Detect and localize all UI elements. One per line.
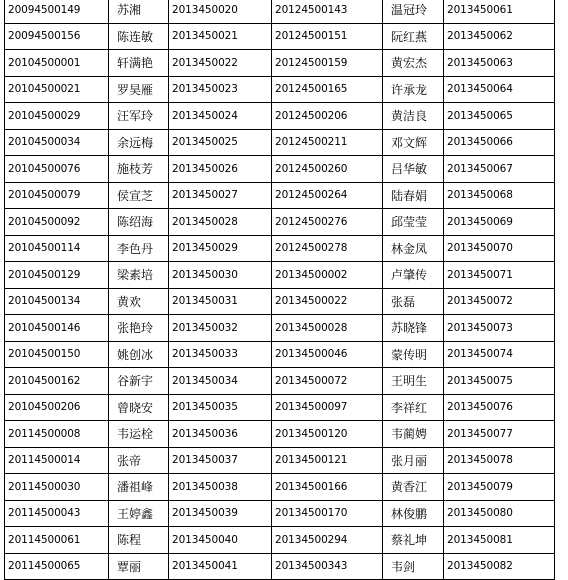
student-id-cell: 20104500129 xyxy=(5,262,109,289)
table-row xyxy=(5,447,555,474)
exam-number-cell: 2013450028 xyxy=(169,209,272,236)
name-cell: 阮红燕 xyxy=(383,23,444,50)
exam-number-cell: 2013450037 xyxy=(169,447,272,474)
name-cell: 轩满艳 xyxy=(109,50,169,77)
name-cell: 李祥红 xyxy=(383,394,444,421)
exam-number-cell: 2013450032 xyxy=(169,315,272,342)
name-cell: 张艳玲 xyxy=(109,315,169,342)
table-row xyxy=(5,315,555,342)
name-cell: 王明生 xyxy=(383,368,444,395)
exam-number-cell: 2013450030 xyxy=(169,262,272,289)
exam-number-cell: 2013450082 xyxy=(444,553,555,580)
table-row xyxy=(5,368,555,395)
exam-number-cell: 2013450039 xyxy=(169,500,272,527)
name-cell: 吕华敏 xyxy=(383,156,444,183)
student-id-cell: 20134500166 xyxy=(272,474,383,501)
exam-number-cell: 2013450024 xyxy=(169,103,272,130)
name-cell: 张磊 xyxy=(383,288,444,315)
name-cell: 苏湘 xyxy=(109,0,169,23)
name-cell: 覃丽 xyxy=(109,553,169,580)
name-cell: 罗昊雁 xyxy=(109,76,169,103)
exam-number-cell: 2013450069 xyxy=(444,209,555,236)
name-cell: 韦运栓 xyxy=(109,421,169,448)
student-id-cell: 20134500294 xyxy=(272,527,383,554)
student-id-cell: 20124500211 xyxy=(272,129,383,156)
exam-number-cell: 2013450066 xyxy=(444,129,555,156)
student-id-cell: 20124500151 xyxy=(272,23,383,50)
table-row xyxy=(5,0,555,23)
student-id-cell: 20114500014 xyxy=(5,447,109,474)
name-cell: 蔡礼坤 xyxy=(383,527,444,554)
exam-number-cell: 2013450065 xyxy=(444,103,555,130)
exam-number-cell: 2013450076 xyxy=(444,394,555,421)
table-row xyxy=(5,209,555,236)
student-id-cell: 20134500120 xyxy=(272,421,383,448)
table-row xyxy=(5,182,555,209)
student-id-cell: 20134500170 xyxy=(272,500,383,527)
name-cell: 施枝芳 xyxy=(109,156,169,183)
student-id-cell: 20114500008 xyxy=(5,421,109,448)
exam-number-cell: 2013450034 xyxy=(169,368,272,395)
exam-number-cell: 2013450023 xyxy=(169,76,272,103)
student-id-cell: 20104500206 xyxy=(5,394,109,421)
exam-number-cell: 2013450033 xyxy=(169,341,272,368)
exam-number-cell: 2013450067 xyxy=(444,156,555,183)
table-row xyxy=(5,50,555,77)
student-id-cell: 20124500143 xyxy=(272,0,383,23)
exam-number-cell: 2013450073 xyxy=(444,315,555,342)
exam-number-cell: 2013450068 xyxy=(444,182,555,209)
student-id-cell: 20104500134 xyxy=(5,288,109,315)
name-cell: 苏晓锋 xyxy=(383,315,444,342)
name-cell: 温冠玲 xyxy=(383,0,444,23)
exam-number-cell: 2013450072 xyxy=(444,288,555,315)
student-id-cell: 20104500114 xyxy=(5,235,109,262)
table-row xyxy=(5,500,555,527)
name-cell: 余远梅 xyxy=(109,129,169,156)
table-row xyxy=(5,527,555,554)
name-cell: 黄香江 xyxy=(383,474,444,501)
exam-number-cell: 2013450064 xyxy=(444,76,555,103)
exam-number-cell: 2013450029 xyxy=(169,235,272,262)
name-cell: 陈程 xyxy=(109,527,169,554)
name-cell: 陆春娟 xyxy=(383,182,444,209)
student-id-cell: 20094500149 xyxy=(5,0,109,23)
exam-number-cell: 2013450070 xyxy=(444,235,555,262)
table-row xyxy=(5,262,555,289)
exam-number-cell: 2013450081 xyxy=(444,527,555,554)
name-cell: 曾晓安 xyxy=(109,394,169,421)
student-id-cell: 20094500156 xyxy=(5,23,109,50)
student-id-cell: 20124500278 xyxy=(272,235,383,262)
name-cell: 黄洁良 xyxy=(383,103,444,130)
name-cell: 邓文辉 xyxy=(383,129,444,156)
name-cell: 谷新宇 xyxy=(109,368,169,395)
table-row xyxy=(5,394,555,421)
student-id-cell: 20124500276 xyxy=(272,209,383,236)
exam-number-cell: 2013450035 xyxy=(169,394,272,421)
table-row xyxy=(5,23,555,50)
exam-number-cell: 2013450080 xyxy=(444,500,555,527)
name-cell: 汪军玲 xyxy=(109,103,169,130)
table-row xyxy=(5,235,555,262)
exam-number-cell: 2013450061 xyxy=(444,0,555,23)
name-cell: 张帝 xyxy=(109,447,169,474)
name-cell: 韦剑 xyxy=(383,553,444,580)
student-id-cell: 20134500072 xyxy=(272,368,383,395)
student-id-cell: 20134500343 xyxy=(272,553,383,580)
exam-number-cell: 2013450038 xyxy=(169,474,272,501)
name-cell: 侯宣芝 xyxy=(109,182,169,209)
name-cell: 黄宏杰 xyxy=(383,50,444,77)
exam-number-cell: 2013450031 xyxy=(169,288,272,315)
name-cell: 韦蔺娉 xyxy=(383,421,444,448)
roster-table-body xyxy=(5,0,555,580)
table-row xyxy=(5,156,555,183)
table-row xyxy=(5,341,555,368)
student-id-cell: 20104500001 xyxy=(5,50,109,77)
student-id-cell: 20104500146 xyxy=(5,315,109,342)
name-cell: 卢肇传 xyxy=(383,262,444,289)
exam-number-cell: 2013450021 xyxy=(169,23,272,50)
exam-number-cell: 2013450077 xyxy=(444,421,555,448)
student-id-cell: 20124500206 xyxy=(272,103,383,130)
name-cell: 陈连敏 xyxy=(109,23,169,50)
exam-number-cell: 2013450071 xyxy=(444,262,555,289)
student-id-cell: 20104500162 xyxy=(5,368,109,395)
student-id-cell: 20124500165 xyxy=(272,76,383,103)
exam-number-cell: 2013450062 xyxy=(444,23,555,50)
student-id-cell: 20134500097 xyxy=(272,394,383,421)
student-id-cell: 20104500150 xyxy=(5,341,109,368)
exam-number-cell: 2013450041 xyxy=(169,553,272,580)
exam-number-cell: 2013450020 xyxy=(169,0,272,23)
name-cell: 林金凤 xyxy=(383,235,444,262)
table-row xyxy=(5,553,555,580)
exam-number-cell: 2013450063 xyxy=(444,50,555,77)
exam-number-cell: 2013450027 xyxy=(169,182,272,209)
roster-table xyxy=(4,0,555,580)
exam-number-cell: 2013450074 xyxy=(444,341,555,368)
student-id-cell: 20104500034 xyxy=(5,129,109,156)
student-id-cell: 20134500022 xyxy=(272,288,383,315)
student-id-cell: 20104500079 xyxy=(5,182,109,209)
exam-number-cell: 2013450079 xyxy=(444,474,555,501)
student-id-cell: 20114500061 xyxy=(5,527,109,554)
name-cell: 梁素培 xyxy=(109,262,169,289)
exam-number-cell: 2013450075 xyxy=(444,368,555,395)
table-row xyxy=(5,288,555,315)
table-row xyxy=(5,129,555,156)
name-cell: 许承龙 xyxy=(383,76,444,103)
student-id-cell: 20114500043 xyxy=(5,500,109,527)
name-cell: 林俊鹏 xyxy=(383,500,444,527)
student-id-cell: 20114500030 xyxy=(5,474,109,501)
name-cell: 李色丹 xyxy=(109,235,169,262)
student-id-cell: 20134500002 xyxy=(272,262,383,289)
name-cell: 黄欢 xyxy=(109,288,169,315)
exam-number-cell: 2013450025 xyxy=(169,129,272,156)
exam-number-cell: 2013450036 xyxy=(169,421,272,448)
exam-number-cell: 2013450026 xyxy=(169,156,272,183)
student-id-cell: 20134500121 xyxy=(272,447,383,474)
name-cell: 姚创冰 xyxy=(109,341,169,368)
table-row xyxy=(5,76,555,103)
student-id-cell: 20114500065 xyxy=(5,553,109,580)
student-id-cell: 20124500264 xyxy=(272,182,383,209)
name-cell: 邱莹莹 xyxy=(383,209,444,236)
student-id-cell: 20134500028 xyxy=(272,315,383,342)
name-cell: 王婷鑫 xyxy=(109,500,169,527)
table-row xyxy=(5,421,555,448)
table-row xyxy=(5,474,555,501)
name-cell: 陈绍海 xyxy=(109,209,169,236)
student-id-cell: 20124500159 xyxy=(272,50,383,77)
exam-number-cell: 2013450022 xyxy=(169,50,272,77)
student-id-cell: 20104500076 xyxy=(5,156,109,183)
student-id-cell: 20124500260 xyxy=(272,156,383,183)
name-cell: 张月丽 xyxy=(383,447,444,474)
name-cell: 潘祖峰 xyxy=(109,474,169,501)
exam-number-cell: 2013450040 xyxy=(169,527,272,554)
table-row xyxy=(5,103,555,130)
exam-number-cell: 2013450078 xyxy=(444,447,555,474)
name-cell: 蒙传明 xyxy=(383,341,444,368)
student-id-cell: 20104500021 xyxy=(5,76,109,103)
student-id-cell: 20104500029 xyxy=(5,103,109,130)
student-id-cell: 20104500092 xyxy=(5,209,109,236)
student-id-cell: 20134500046 xyxy=(272,341,383,368)
